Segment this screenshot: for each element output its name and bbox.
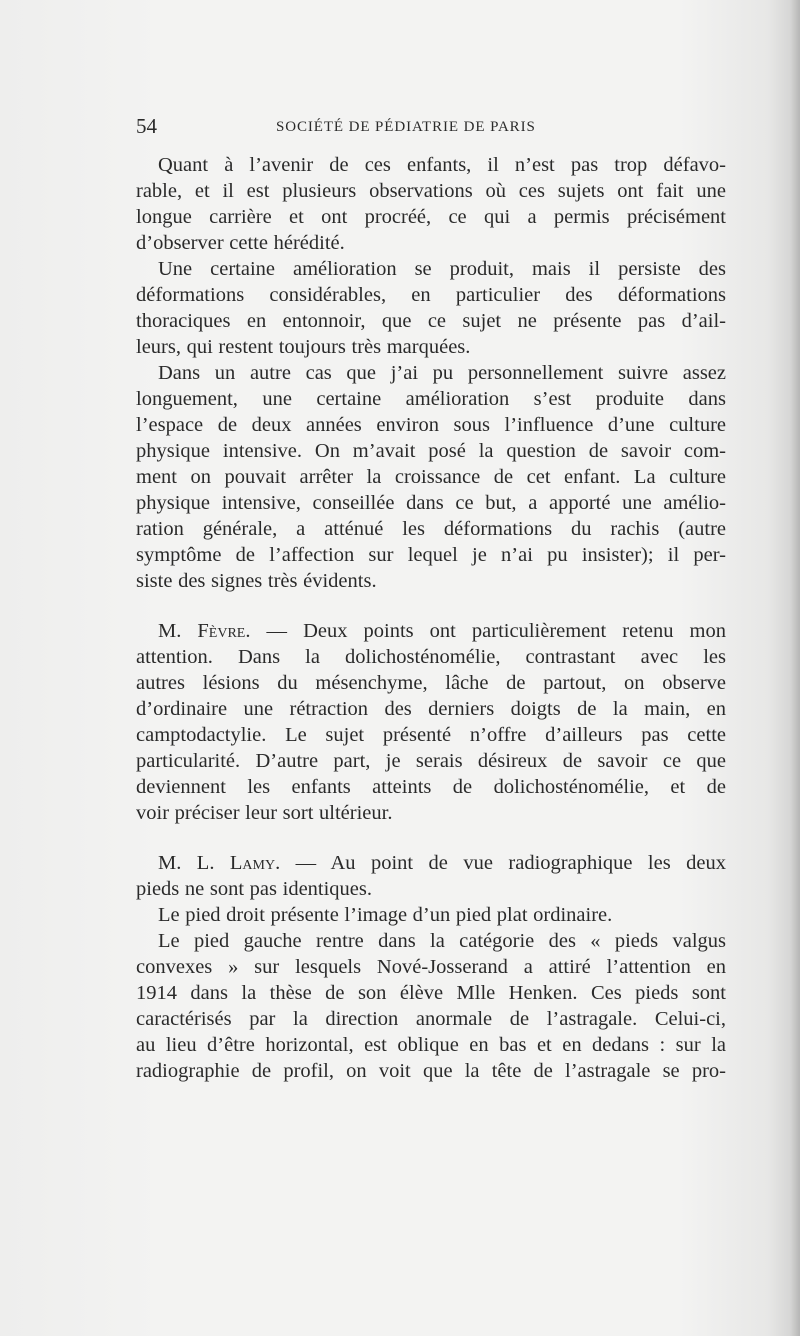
text-line: pieds ne sont pas identiques. — [136, 878, 373, 900]
paragraph-speaker-fevre — [136, 618, 726, 826]
speaker-text: — Deux points ont particulièrement retenu mon — [250, 620, 726, 642]
body-text — [136, 152, 726, 1084]
text-line: Dans un autre cas que j’ai pu personnellement suivre assez — [158, 362, 726, 384]
text-line: déformations considérables, en particulier des déformations — [136, 284, 726, 306]
paragraph-speaker-lamy — [136, 850, 726, 902]
paragraph — [136, 902, 726, 928]
text-line: d’observer cette hérédité. — [136, 232, 345, 254]
speaker-text: — Au point de vue radiographique les deux — [280, 852, 726, 874]
text-line: leurs, qui restent toujours très marquées. — [136, 336, 471, 358]
text-line: convexes » sur lesquels Nové-Josserand a attiré l’attention en — [136, 956, 726, 978]
text-line: Une certaine amélioration se produit, mais il persiste des — [158, 258, 726, 280]
paragraph — [136, 256, 726, 360]
text-line: camptodactylie. Le sujet présenté n’offre d’ailleurs pas cette — [136, 724, 726, 746]
text-line: deviennent les enfants atteints de dolichosténomélie, et de — [136, 776, 726, 798]
text-line: autres lésions du mésenchyme, lâche de partout, on observe — [136, 672, 726, 694]
text-line: particularité. D’autre part, je serais désireux de savoir ce que — [136, 750, 726, 772]
text-line: rable, et il est plusieurs observations où ces sujets ont fait une — [136, 180, 726, 202]
text-line: ration générale, a atténué les déformations du rachis (autre — [136, 518, 726, 540]
text-line: d’ordinaire une rétraction des derniers doigts de la main, en — [136, 698, 726, 720]
text-line: Le pied gauche rentre dans la catégorie des « pieds valgus — [158, 930, 726, 952]
section-gap — [136, 594, 726, 618]
text-line: caractérisés par la direction anormale de l’astragale. Celui-ci, — [136, 1008, 726, 1030]
text-line: Le pied droit présente l’image d’un pied plat ordinaire. — [158, 904, 613, 926]
text-line: physique intensive. On m’avait posé la question de savoir com- — [136, 440, 726, 462]
text-line: au lieu d’être horizontal, est oblique en bas et en dedans : sur la — [136, 1034, 726, 1056]
page-edge-shadow — [790, 0, 800, 1336]
speaker-name: M. Fèvre. — [158, 620, 251, 642]
text-line: 1914 dans la thèse de son élève Mlle Henken. Ces pieds sont — [136, 982, 726, 1004]
text-line: longuement, une certaine amélioration s’est produite dans — [136, 388, 726, 410]
running-title: SOCIÉTÉ DE PÉDIATRIE DE PARIS — [276, 119, 536, 135]
text-line: Quant à l’avenir de ces enfants, il n’est pas trop défavo- — [158, 154, 726, 176]
text-line: voir préciser leur sort ultérieur. — [136, 802, 393, 824]
text-line — [136, 850, 726, 876]
text-line: l’espace de deux années environ sous l’influence d’une culture — [136, 414, 726, 436]
text-line: physique intensive, conseillée dans ce but, a apporté une amélio- — [136, 492, 726, 514]
paragraph — [136, 360, 726, 594]
page-header — [136, 114, 726, 142]
paragraph — [136, 152, 726, 256]
text-line: attention. Dans la dolichosténomélie, contrastant avec les — [136, 646, 726, 668]
text-line: radiographie de profil, on voit que la tête de l’astragale se pro- — [136, 1060, 726, 1082]
text-line: longue carrière et ont procréé, ce qui a permis précisément — [136, 206, 726, 228]
page-number: 54 — [136, 114, 157, 138]
text-line: siste des signes très évidents. — [136, 570, 377, 592]
section-gap — [136, 826, 726, 850]
text-line: ment on pouvait arrêter la croissance de cet enfant. La culture — [136, 466, 726, 488]
text-line: symptôme de l’affection sur lequel je n’ai pu insister); il per- — [136, 544, 726, 566]
text-line: thoraciques en entonnoir, que ce sujet ne présente pas d’ail- — [136, 310, 726, 332]
paragraph — [136, 928, 726, 1084]
text-line — [136, 618, 726, 644]
speaker-name: M. L. Lamy. — [158, 852, 281, 874]
